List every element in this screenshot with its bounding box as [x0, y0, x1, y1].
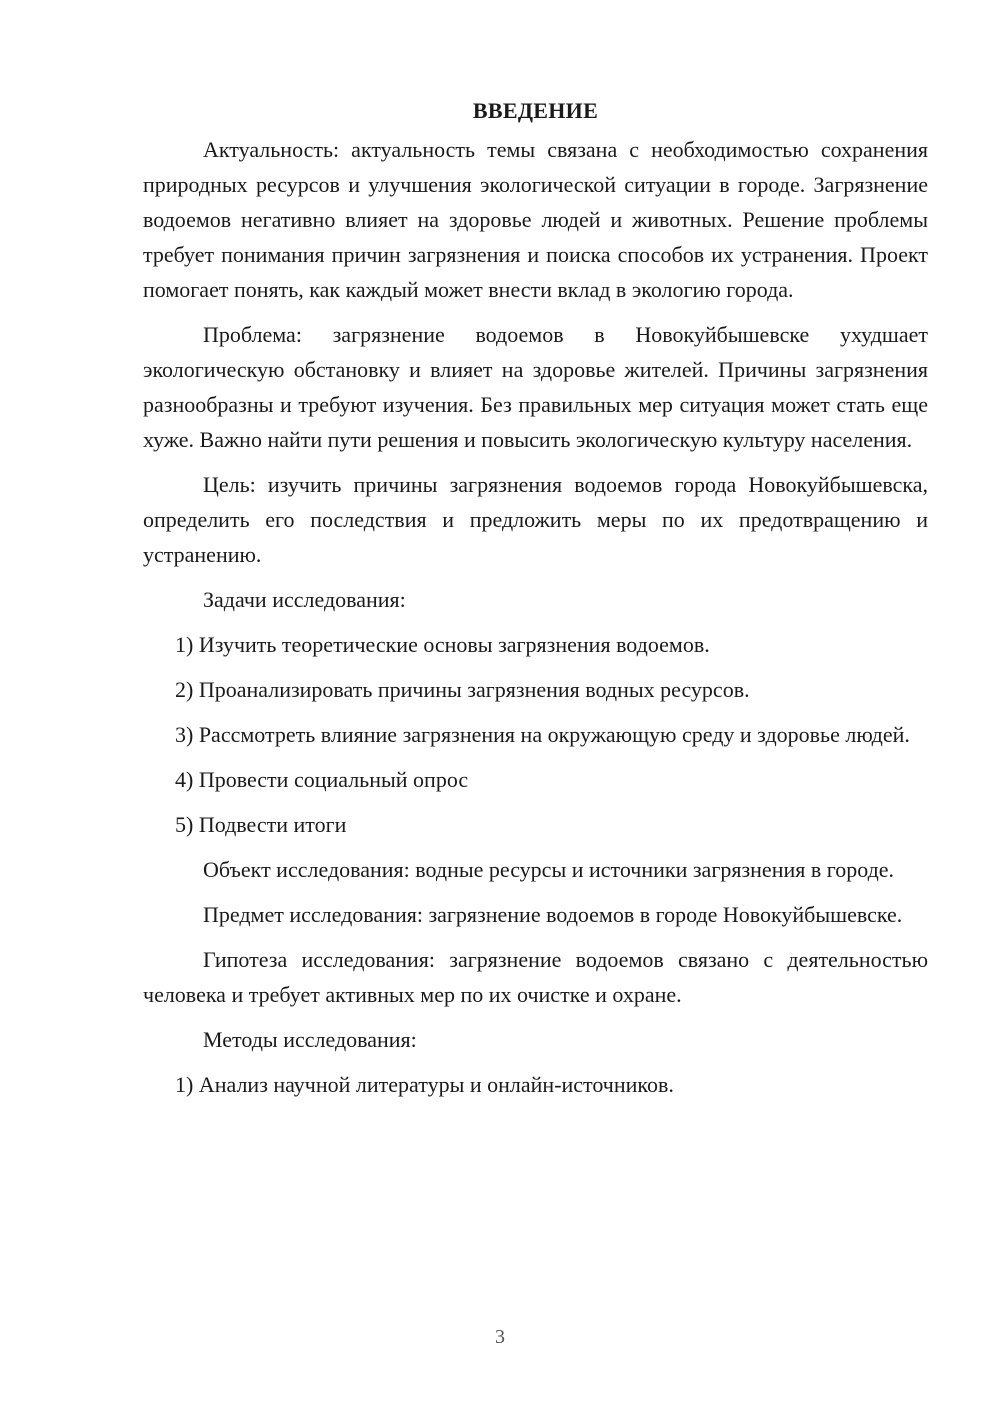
paragraph-tasks-heading: Задачи исследования:: [203, 587, 406, 612]
task-item: 4) Провести социальный опрос: [175, 767, 469, 792]
paragraph-hypothesis: Гипотеза исследования: загрязнение водоемов связано с деятельностью человека и требует активных мер по их очистке и охране.: [143, 947, 928, 1007]
paragraph-object: Объект исследования: водные ресурсы и источники загрязнения в городе.: [203, 857, 895, 882]
task-item: 1) Изучить теоретические основы загрязнения водоемов.: [175, 632, 710, 657]
document-page: [143, 96, 928, 1112]
paragraph-relevance: Актуальность: актуальность темы связана с необходимостью сохранения природных ресурсов и улучшения экологической ситуации в городе. Загрязнение водоемов негативно влияет на здоровье людей и животных. Решение проблемы требует понимания причин загрязнения и поиска способов их устранения. Проект помогает понять, как каждый может внести вклад в экологию города.: [143, 137, 928, 302]
paragraph-methods-heading: Методы исследования:: [203, 1027, 417, 1052]
page-number: 3: [495, 1326, 505, 1348]
paragraph-subject: Предмет исследования: загрязнение водоемов в городе Новокуйбышевске.: [203, 902, 903, 927]
task-item: 2) Проанализировать причины загрязнения водных ресурсов.: [175, 677, 750, 702]
section-title: ВВЕДЕНИЕ: [472, 98, 599, 123]
paragraph-goal: Цель: изучить причины загрязнения водоемов города Новокуйбышевска, определить его последствия и предложить меры по их предотвращению и устранению.: [143, 472, 928, 567]
task-item: 3) Рассмотреть влияние загрязнения на окружающую среду и здоровье людей.: [175, 722, 910, 747]
method-item: 1) Анализ научной литературы и онлайн-источников.: [175, 1072, 674, 1097]
task-item: 5) Подвести итоги: [175, 812, 347, 837]
paragraph-problem: Проблема: загрязнение водоемов в Новокуйбышевске ухудшает экологическую обстановку и влияет на здоровье жителей. Причины загрязнения разнообразны и требуют изучения. Без правильных мер ситуация может стать еще хуже. Важно найти пути решения и повысить экологическую культуру населения.: [143, 322, 928, 452]
